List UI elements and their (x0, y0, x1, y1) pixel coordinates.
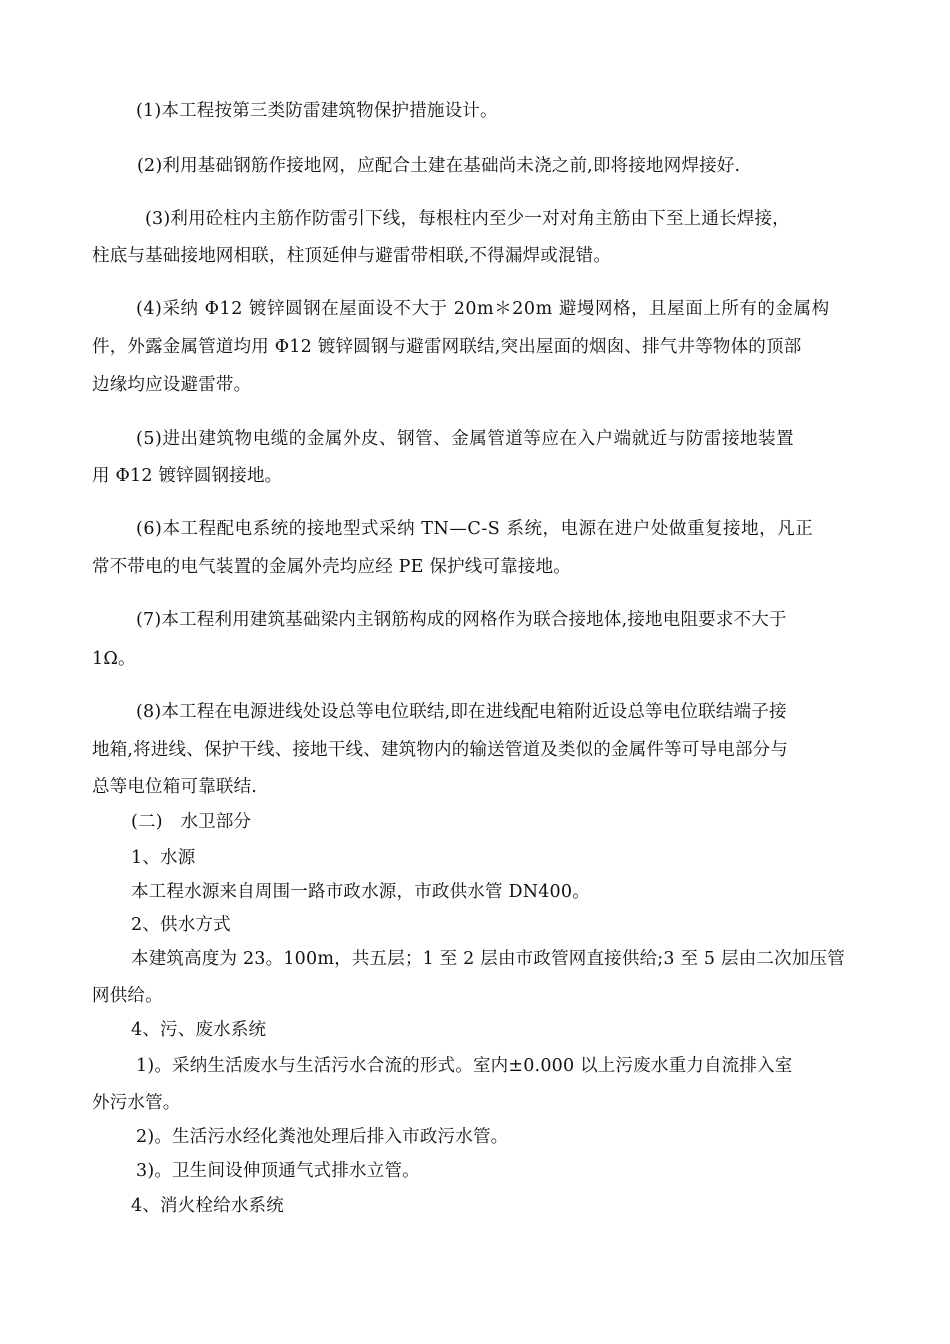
subsection-heading: 4、消火栓给水系统 (131, 1196, 284, 1216)
text-line: (3)利用砼柱内主筋作防雷引下线，每根柱内至少一对对角主筋由下至上通长焊接， (145, 209, 790, 229)
text-line: (4)采纳 Φ12 镀锌圆钢在屋面设不大于 20m＊20m 避墁网格，且屋面上所有的金属构 (136, 299, 830, 319)
text-line: (6)本工程配电系统的接地型式采纳 TN—C-S 系统，电源在进户处做重复接地，凡正 (136, 519, 814, 539)
text-line: 外污水管。 (92, 1093, 181, 1113)
text-line: 地箱,将进线、保护干线、接地干线、建筑物内的输送管道及类似的金属件等可导电部分与 (92, 740, 789, 760)
text-line: 件，外露金属管道均用 Φ12 镀锌圆钢与避雷网联结,突出屋面的烟囱、排气井等物体的顶部 (92, 337, 802, 357)
subsection-heading: 2、供水方式 (131, 915, 231, 935)
text-line: 2)。生活污水经化粪池处理后排入市政污水管。 (136, 1127, 509, 1147)
text-line: 常不带电的电气装置的金属外壳均应经 PE 保护线可靠接地。 (92, 557, 571, 577)
text-line: 本工程水源来自周围一路市政水源，市政供水管 DN400。 (131, 882, 590, 902)
text-line: 本建筑高度为 23。100m，共五层；1 至 2 层由市政管网直接供给;3 至 5 层由二次加压管 (131, 949, 845, 969)
section-heading: (二) 水卫部分 (131, 812, 252, 832)
text-line: (5)进出建筑物电缆的金属外皮、钢管、金属管道等应在入户端就近与防雷接地装置 (136, 429, 795, 449)
subsection-heading: 1、水源 (131, 848, 196, 868)
text-line: 边缘均应设避雷带。 (92, 375, 252, 395)
text-line: 柱底与基础接地网相联，柱顶延伸与避雷带相联,不得漏焊或混错。 (92, 246, 612, 266)
text-line: 1Ω。 (92, 649, 136, 669)
text-line: (2)利用基础钢筋作接地网，应配合土建在基础尚未浇之前,即将接地网焊接好. (137, 156, 741, 176)
text-line: 总等电位箱可靠联结. (92, 777, 258, 797)
subsection-heading: 4、污、废水系统 (131, 1020, 267, 1040)
text-line: (1)本工程按第三类防雷建筑物保护措施设计。 (136, 101, 498, 121)
text-line: 1)。采纳生活废水与生活污水合流的形式。室内±0.000 以上污废水重力自流排入室 (136, 1056, 793, 1076)
text-line: (7)本工程利用建筑基础梁内主钢筋构成的网格作为联合接地体,接地电阻要求不大于 (136, 610, 787, 630)
text-line: 用 Φ12 镀锌圆钢接地。 (92, 466, 283, 486)
text-line: 3)。卫生间设伸顶通气式排水立管。 (136, 1161, 420, 1181)
text-line: (8)本工程在电源进线处设总等电位联结,即在进线配电箱附近设总等电位联结端子接 (136, 702, 787, 722)
text-line: 网供给。 (92, 986, 163, 1006)
